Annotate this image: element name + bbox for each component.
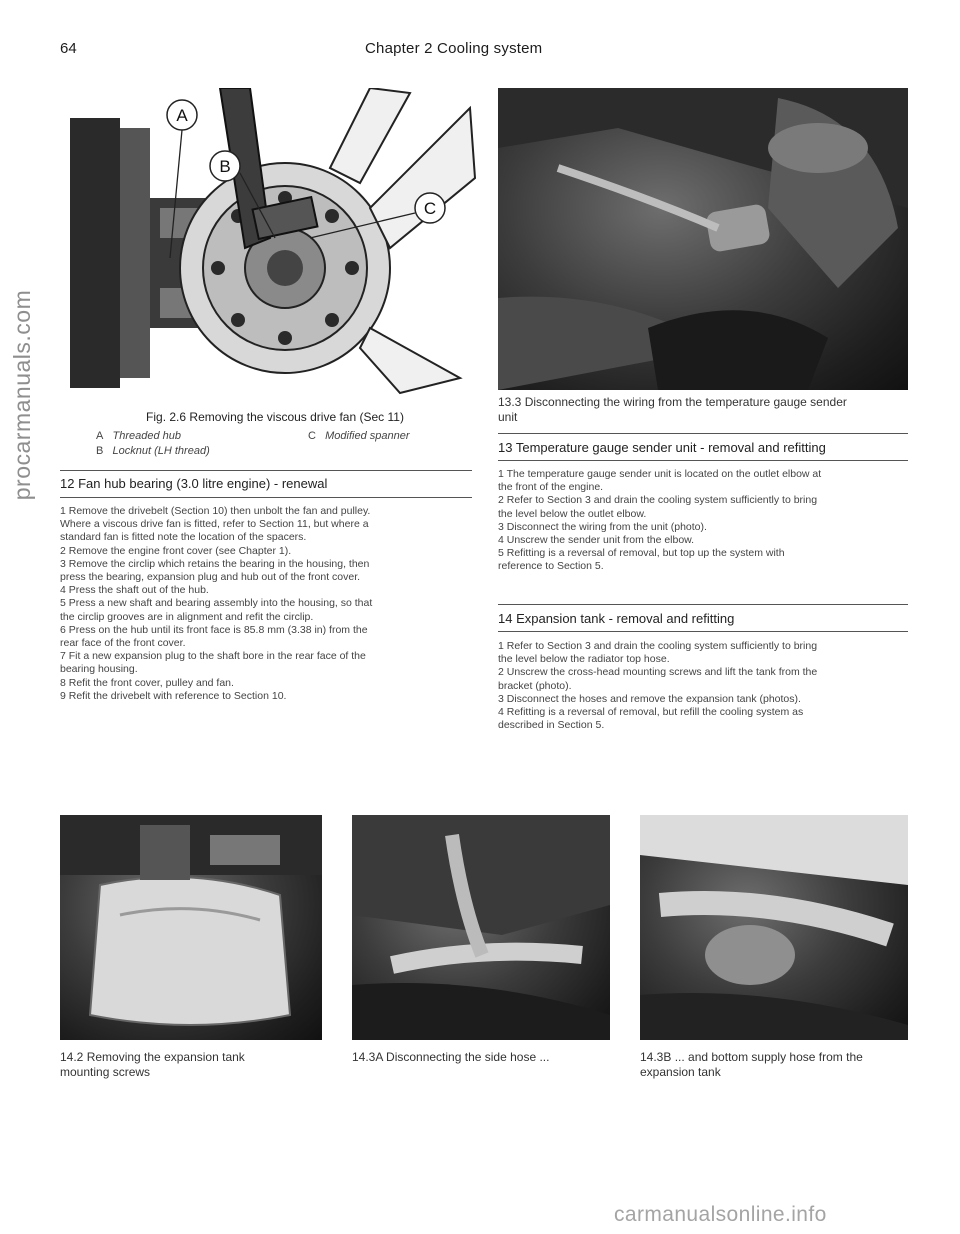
section-12-line: 4 Press the shaft out of the hub. <box>60 584 209 597</box>
section-14-line: 4 Refitting is a reversal of removal, but refill the cooling system as <box>498 706 804 719</box>
photo-13-3-caption-line: unit <box>498 410 518 424</box>
section-13-body <box>498 468 908 574</box>
section-13-line: 1 The temperature gauge sender unit is located on the outlet elbow at <box>498 468 822 480</box>
page-number: 64 <box>60 40 77 57</box>
photo-14-3a-caption <box>352 1050 610 1065</box>
section-12-line: 5 Press a new shaft and bearing assembly into the housing, so that <box>60 597 373 610</box>
photo-13-3-caption-line: 13.3 Disconnecting the wiring from the temperature gauge sender <box>498 395 847 409</box>
section-12-line: 7 Fit a new expansion plug to the shaft bore in the rear face of the <box>60 650 366 663</box>
section-13-line: reference to Section 5. <box>498 560 604 573</box>
section-13-heading: 13 Temperature gauge sender unit - removal and refitting <box>498 440 826 455</box>
photo-14-2-caption-line: 14.2 Removing the expansion tank <box>60 1050 245 1064</box>
photo-14-3b-caption <box>640 1050 908 1080</box>
section-12-line: bearing housing. <box>60 663 138 676</box>
chapter-title: Chapter 2 Cooling system <box>365 40 543 57</box>
section-14-heading: 14 Expansion tank - removal and refitting <box>498 611 735 626</box>
photo-14-3b <box>640 815 908 1040</box>
photo-13-3 <box>498 88 908 390</box>
legend-key-b: B <box>96 445 104 457</box>
legend-key-a: A <box>96 430 104 442</box>
section-14-line: 2 Unscrew the cross-head mounting screws and lift the tank from the <box>498 666 818 679</box>
section-13-line: the front of the engine. <box>498 481 604 494</box>
section-12-line: press the bearing, expansion plug and hub out of the front cover. <box>60 571 361 584</box>
callout-b: B <box>219 157 231 176</box>
callout-a: A <box>176 106 188 125</box>
photo-14-2-caption <box>60 1050 322 1080</box>
section-12-line: standard fan is fitted note the location of the spacers. <box>60 531 307 544</box>
section-12-line: 3 Remove the circlip which retains the bearing in the housing, then <box>60 557 370 570</box>
section-13-line: 3 Disconnect the wiring from the unit (photo). <box>498 520 707 533</box>
photo-13-3-caption <box>498 395 908 425</box>
section-12-line: 9 Refit the drivebelt with reference to Section 10. <box>60 689 287 702</box>
legend-text-c: Modified spanner <box>325 430 410 442</box>
section-14-rule-top <box>498 604 908 605</box>
section-13-rule-bottom <box>498 460 908 461</box>
figure-2-6-caption: Fig. 2.6 Removing the viscous drive fan (Sec 11) <box>146 410 404 424</box>
photo-14-3a-caption-line: 14.3A Disconnecting the side hose ... <box>352 1050 550 1064</box>
section-13-line: 4 Unscrew the sender unit from the elbow. <box>498 534 695 547</box>
section-12-heading: 12 Fan hub bearing (3.0 litre engine) - renewal <box>60 476 328 491</box>
section-12-rule-top <box>60 470 472 471</box>
section-12-line: rear face of the front cover. <box>60 637 186 650</box>
photo-14-3a <box>352 815 610 1040</box>
section-14-rule-bottom <box>498 631 908 632</box>
photo-14-2-caption-line: mounting screws <box>60 1065 151 1079</box>
section-13-line: 5 Refitting is a reversal of removal, but top up the system with <box>498 547 785 560</box>
legend-text-a: Threaded hub <box>112 430 182 442</box>
photo-14-2 <box>60 815 322 1040</box>
callout-c: C <box>423 199 437 218</box>
section-14-line: 3 Disconnect the hoses and remove the expansion tank (photos). <box>498 692 801 705</box>
photo-14-3b-caption-line: 14.3B ... and bottom supply hose from the <box>640 1050 863 1064</box>
section-12-line: 2 Remove the engine front cover (see Chapter 1). <box>60 544 292 557</box>
section-12-line: 8 Refit the front cover, pulley and fan. <box>60 676 234 689</box>
figure-2-6-drawing <box>70 88 480 398</box>
section-12-line: 6 Press on the hub until its front face is 85.8 mm (3.38 in) from the <box>60 623 368 636</box>
section-13-rule-top <box>498 433 908 434</box>
section-13-line: 2 Refer to Section 3 and drain the cooling system sufficiently to bring <box>498 494 818 507</box>
section-12-rule-bottom <box>60 497 472 498</box>
legend-text-b: Locknut (LH thread) <box>112 445 210 457</box>
figure-2-6-legend <box>96 430 476 462</box>
section-12-line: the circlip grooves are in alignment and refit the circlip. <box>60 610 314 623</box>
section-14-line: bracket (photo). <box>498 679 572 692</box>
section-13-line: the level below the outlet elbow. <box>498 507 647 520</box>
section-14-line: described in Section 5. <box>498 719 605 732</box>
bottom-watermark: carmanualsonline.info <box>614 1203 827 1226</box>
section-14-line: 1 Refer to Section 3 and drain the cooling system sufficiently to bring <box>498 640 818 652</box>
section-14-body <box>498 640 908 732</box>
section-12-line: 1 Remove the drivebelt (Section 10) then unbolt the fan and pulley. <box>60 505 371 517</box>
photo-14-3b-caption-line: expansion tank <box>640 1065 721 1079</box>
section-12-line: Where a viscous drive fan is fitted, refer to Section 11, but where a <box>60 518 369 531</box>
legend-key-c: C <box>308 430 316 442</box>
side-watermark: procarmanuals.com <box>9 289 35 501</box>
section-14-line: the level below the radiator top hose. <box>498 653 670 666</box>
section-12-body <box>60 505 472 703</box>
